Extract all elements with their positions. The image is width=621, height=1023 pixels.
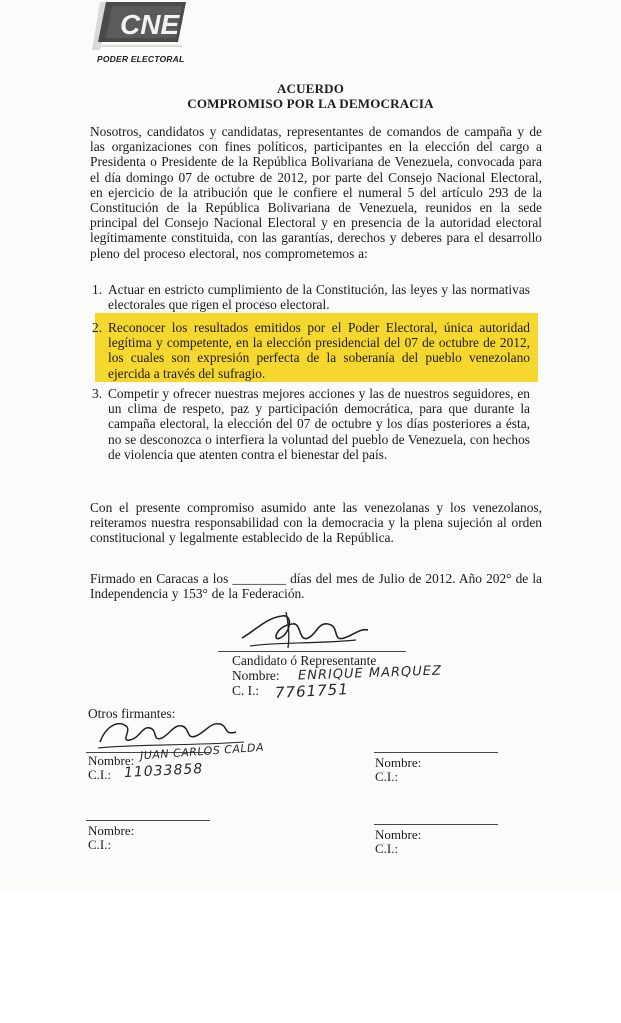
main-signature-line xyxy=(218,651,406,652)
closing-paragraph: Con el presente compromiso asumido ante las venezolanas y los venezolanos, reiteramos nuestra responsabilidad con la democracia y la plena sujeción al orden constitucional y legalmente establecido de la República. xyxy=(90,500,542,546)
signer-3-line xyxy=(86,820,210,821)
item-text: Actuar en estricto cumplimiento de la Constitución, las leyes y las normativas electorales que rigen el proceso electoral. xyxy=(108,282,530,313)
main-signature-ci-label: C. I.: xyxy=(232,683,260,698)
commitment-item-3 xyxy=(92,386,530,462)
logo-text: CNE xyxy=(120,9,180,40)
main-signature-scribble xyxy=(236,608,376,652)
item-number: 1. xyxy=(92,282,103,297)
commitment-item-1 xyxy=(92,282,530,313)
signer-2-name-label: Nombre: xyxy=(375,755,422,770)
item-text: Competir y ofrecer nuestras mejores acciones y las de nuestros seguidores, en un clima de respeto, paz y participación democrática, para que durante la campaña electoral, la elección del 07 de octubre y los días posteriores a ésta, no se desconozca o interfiera la voluntad del pueblo de Venezuela, con hechos de violencia que atenten contra el bienestar del país. xyxy=(108,386,530,462)
main-signature-name-label: Nombre: xyxy=(232,668,280,683)
commitment-item-2 xyxy=(92,320,530,381)
signer-1-ci-label: C.I.: xyxy=(88,767,112,782)
document-title: ACUERDO xyxy=(276,81,345,96)
item-number: 3. xyxy=(92,386,103,401)
signer-4-name-label: Nombre: xyxy=(375,827,422,842)
main-signature-name-handwritten: ENRIQUE MARQUEZ xyxy=(297,663,443,684)
signer-1-name-handwritten: JUAN CARLOS CALDA xyxy=(139,740,265,763)
item-number: 2. xyxy=(92,320,103,335)
signer-4-ci-label: C.I.: xyxy=(375,841,399,856)
signed-at-paragraph: Firmado en Caracas a los ________ días del mes de Julio de 2012. Año 202° de la Independencia y 153° de la Federación. xyxy=(90,571,542,602)
intro-paragraph: Nosotros, candidatos y candidatas, representantes de comandos de campaña y de las organizaciones con fines políticos, participantes en la elección del cargo a Presidenta o Presidente de la República Bolivariana de Venezuela, convocada para el día domingo 07 de octubre de 2012, por parte del Consejo Nacional Electoral, en ejercicio de la atribución que le confiere el numeral 5 del artículo 293 de la Constitución de la República Bolivariana de Venezuela, reunidos en la sede principal del Consejo Nacional Electoral y en presencia de la autoridad electoral legítimamente constituida, con las garantías, derechos y deberes para el desarrollo pleno del proceso electoral, nos comprometemos a: xyxy=(90,124,542,261)
document-subtitle: COMPROMISO POR LA DEMOCRACIA xyxy=(187,96,434,111)
signer-1-name-label: Nombre: xyxy=(88,753,135,768)
cne-logo-graphic xyxy=(92,0,202,56)
main-signature-ci-handwritten: 7761751 xyxy=(274,680,350,702)
signer-2-ci-label: C.I.: xyxy=(375,769,399,784)
signer-2-line xyxy=(374,752,498,753)
item-text: Reconocer los resultados emitidos por el Poder Electoral, única autoridad legítima y competente, en la elección presidencial del 07 de octubre de 2012, los cuales son expresión perfecta de la soberanía del pueblo venezolano ejercida a través del sufragio. xyxy=(108,320,530,381)
other-signers-label: Otros firmantes: xyxy=(88,706,176,721)
signer-3-name-label: Nombre: xyxy=(88,823,135,838)
signer-1-ci-handwritten: 11033858 xyxy=(123,760,204,782)
signer-4-line xyxy=(374,824,498,825)
logo-caption: PODER ELECTORAL xyxy=(97,54,185,64)
main-signature-caption: Candidato ó Representante xyxy=(232,653,377,668)
signer-3-ci-label: C.I.: xyxy=(88,837,112,852)
